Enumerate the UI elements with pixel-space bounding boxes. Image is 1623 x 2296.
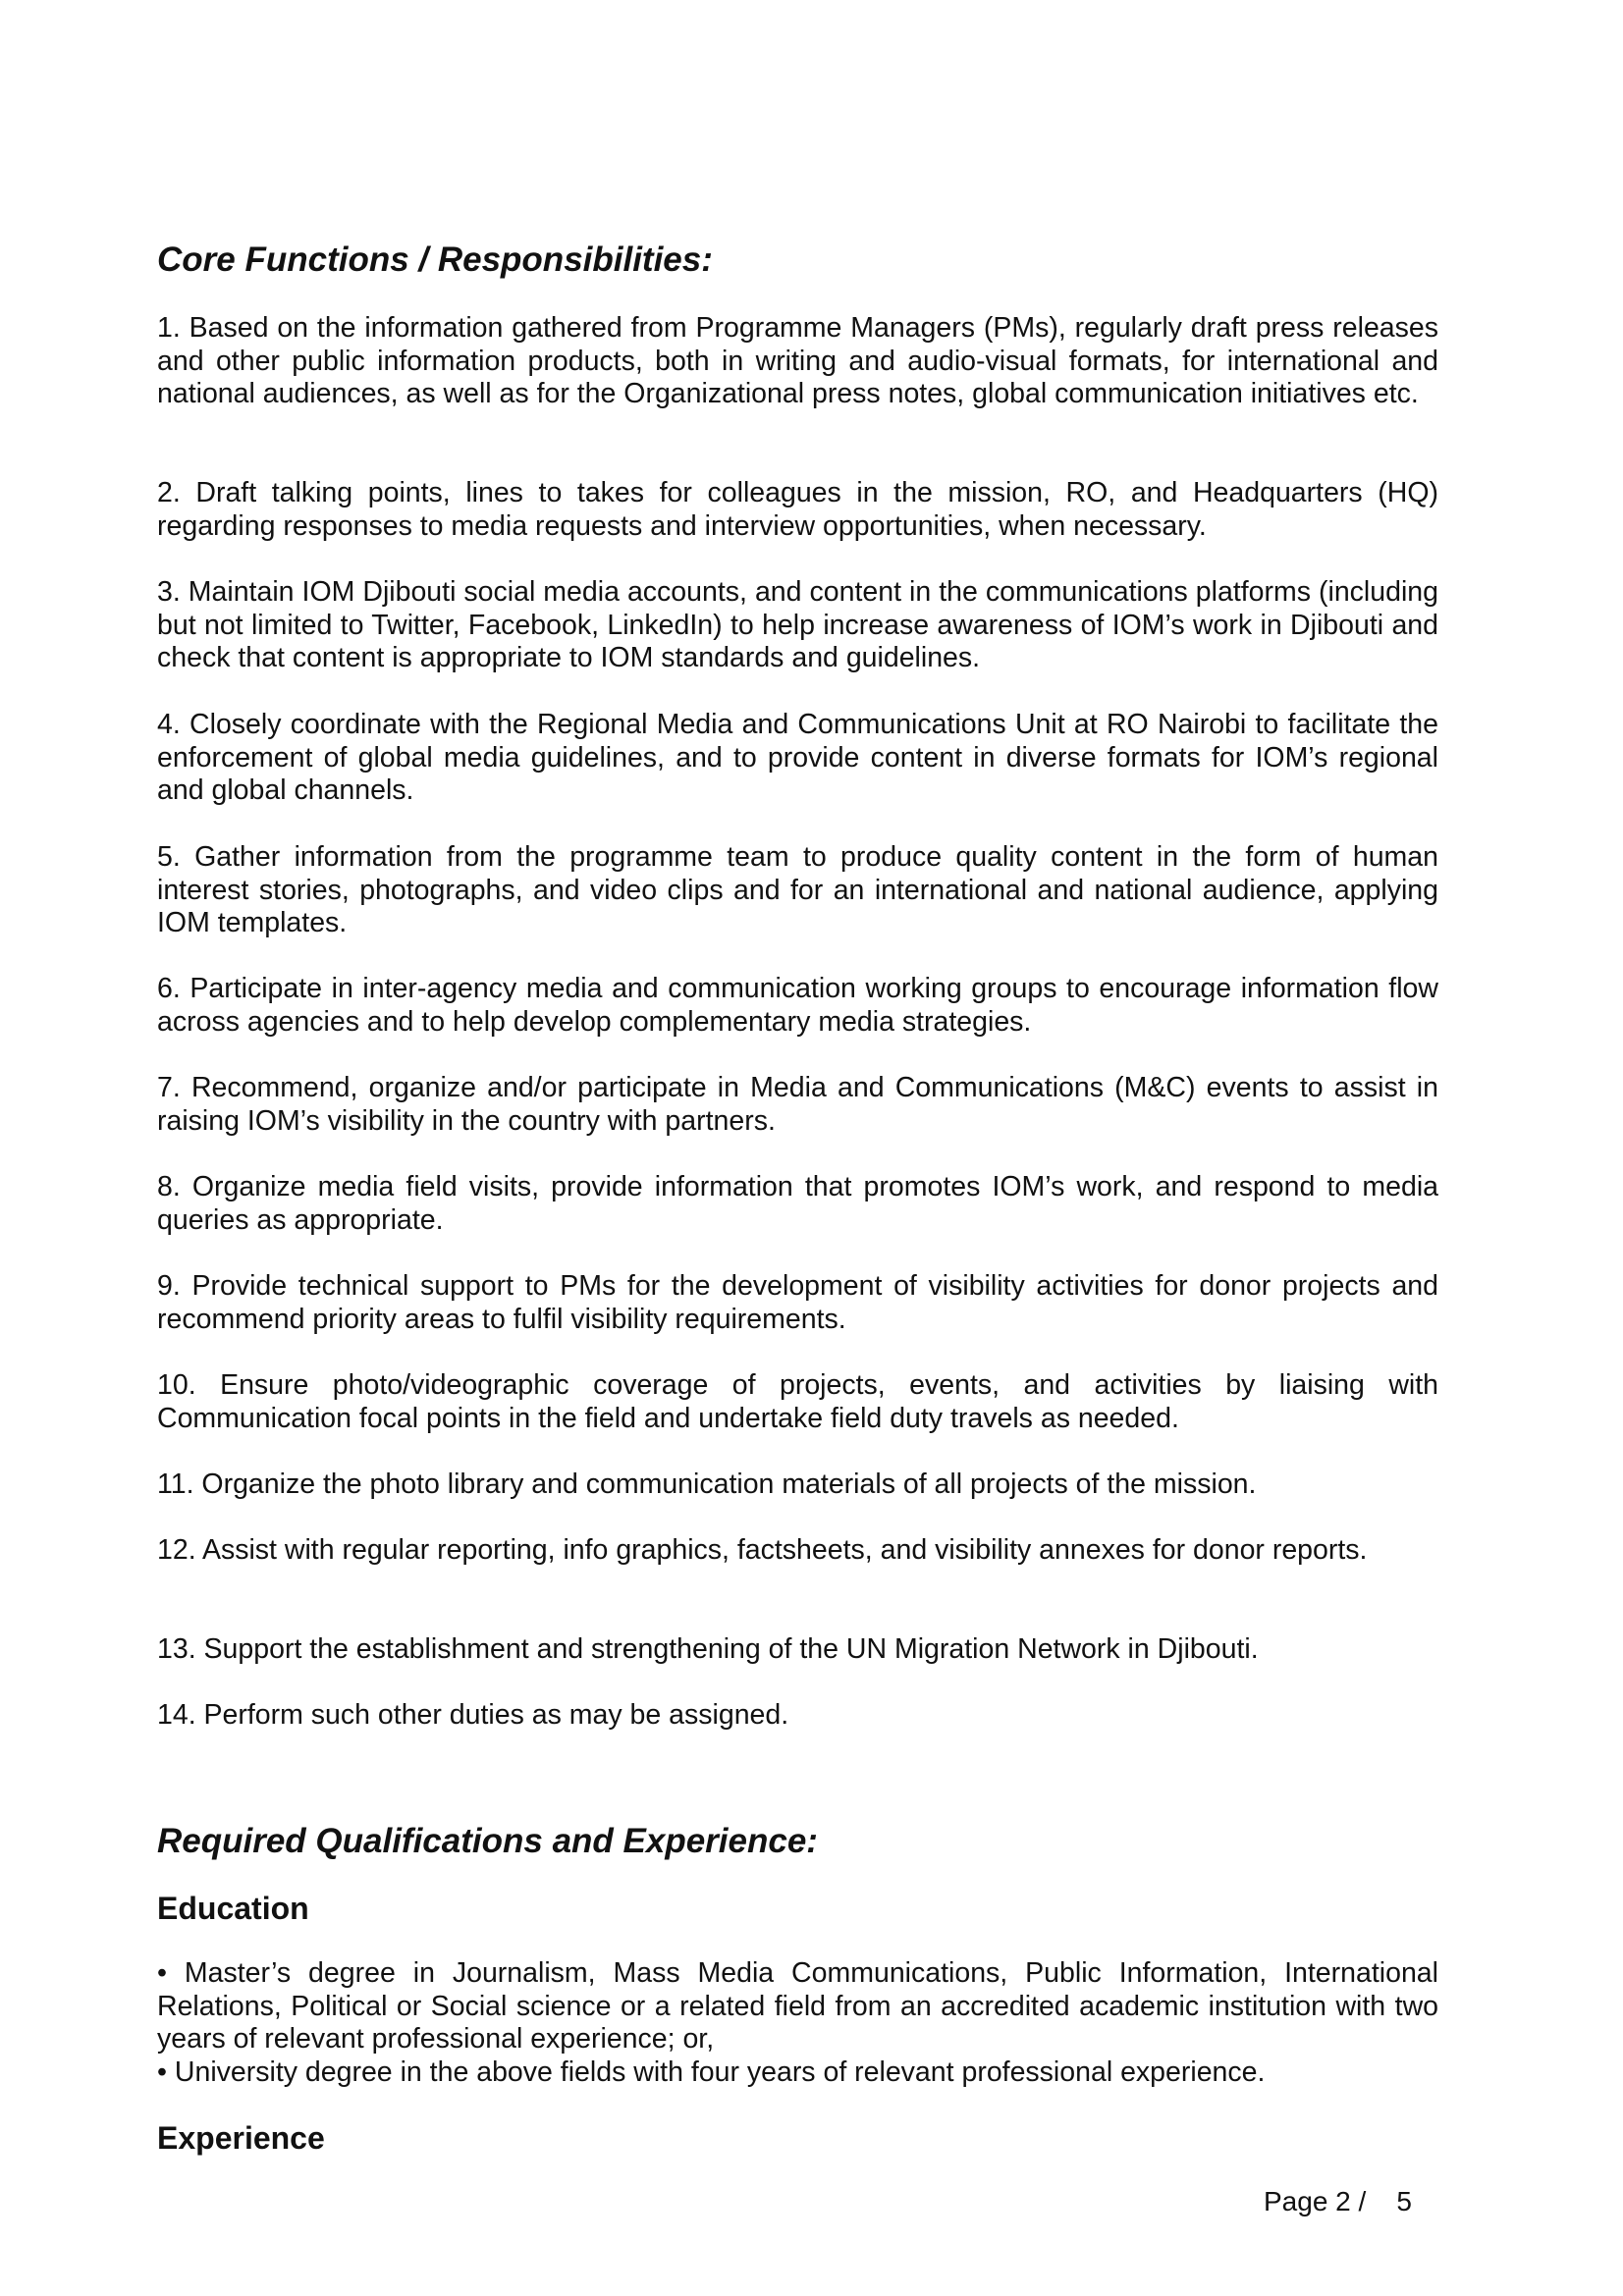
core-item-10: 10. Ensure photo/videographic coverage of projects, events, and activities by liaising with Communication focal points in the field and undertake field duty travels as needed.: [157, 1369, 1438, 1434]
core-item-11: 11. Organize the photo library and communication materials of all projects of the mission.: [157, 1468, 1257, 1500]
core-item-6: 6. Participate in inter-agency media and communication working groups to encourage information flow across agencies and to help develop complementary media strategies.: [157, 973, 1438, 1038]
core-item-13: 13. Support the establishment and strengthening of the UN Migration Network in Djibouti.: [157, 1633, 1259, 1665]
education-bullet-2: • University degree in the above fields with four years of relevant professional experience.: [157, 2056, 1266, 2088]
core-item-5: 5. Gather information from the programme team to produce quality content in the form of human interest stories, photographs, and video clips and for an international and national audience, applying IOM templates.: [157, 841, 1438, 939]
education-bullet-1: • Master’s degree in Journalism, Mass Media Communications, Public Information, International Relations, Political or Social science or a related field from an accredited academic institution with two years of relevant professional experience; or,: [157, 1957, 1438, 2056]
core-functions-title: Core Functions / Responsibilities:: [157, 240, 713, 279]
core-item-14: 14. Perform such other duties as may be assigned.: [157, 1699, 789, 1731]
core-item-3: 3. Maintain IOM Djibouti social media accounts, and content in the communications platforms (including but not limited to Twitter, Facebook, LinkedIn) to help increase awareness of IOM’s work in Djibouti and check that content is appropriate to IOM standards and guidelines.: [157, 576, 1438, 674]
page-number: Page 2 / 5: [1264, 2186, 1412, 2216]
core-item-9: 9. Provide technical support to PMs for the development of visibility activities for donor projects and recommend priority areas to fulfil visibility requirements.: [157, 1270, 1438, 1335]
experience-heading: Experience: [157, 2120, 325, 2156]
core-item-4: 4. Closely coordinate with the Regional Media and Communications Unit at RO Nairobi to facilitate the enforcement of global media guidelines, and to provide content in diverse formats for IOM’s regional and global channels.: [157, 709, 1438, 807]
education-heading: Education: [157, 1891, 309, 1926]
core-item-12: 12. Assist with regular reporting, info graphics, factsheets, and visibility annexes for donor reports.: [157, 1534, 1368, 1566]
qualifications-title: Required Qualifications and Experience:: [157, 1822, 818, 1860]
core-item-1: 1. Based on the information gathered from Programme Managers (PMs), regularly draft press releases and other public information products, both in writing and audio-visual formats, for international and national audiences, as well as for the Organizational press notes, global communication initiatives etc.: [157, 312, 1438, 410]
core-item-8: 8. Organize media field visits, provide information that promotes IOM’s work, and respond to media queries as appropriate.: [157, 1171, 1438, 1236]
core-item-7: 7. Recommend, organize and/or participate in Media and Communications (M&C) events to assist in raising IOM’s visibility in the country with partners.: [157, 1072, 1438, 1137]
core-item-2: 2. Draft talking points, lines to takes for colleagues in the mission, RO, and Headquarters (HQ) regarding responses to media requests and interview opportunities, when necessary.: [157, 477, 1438, 542]
